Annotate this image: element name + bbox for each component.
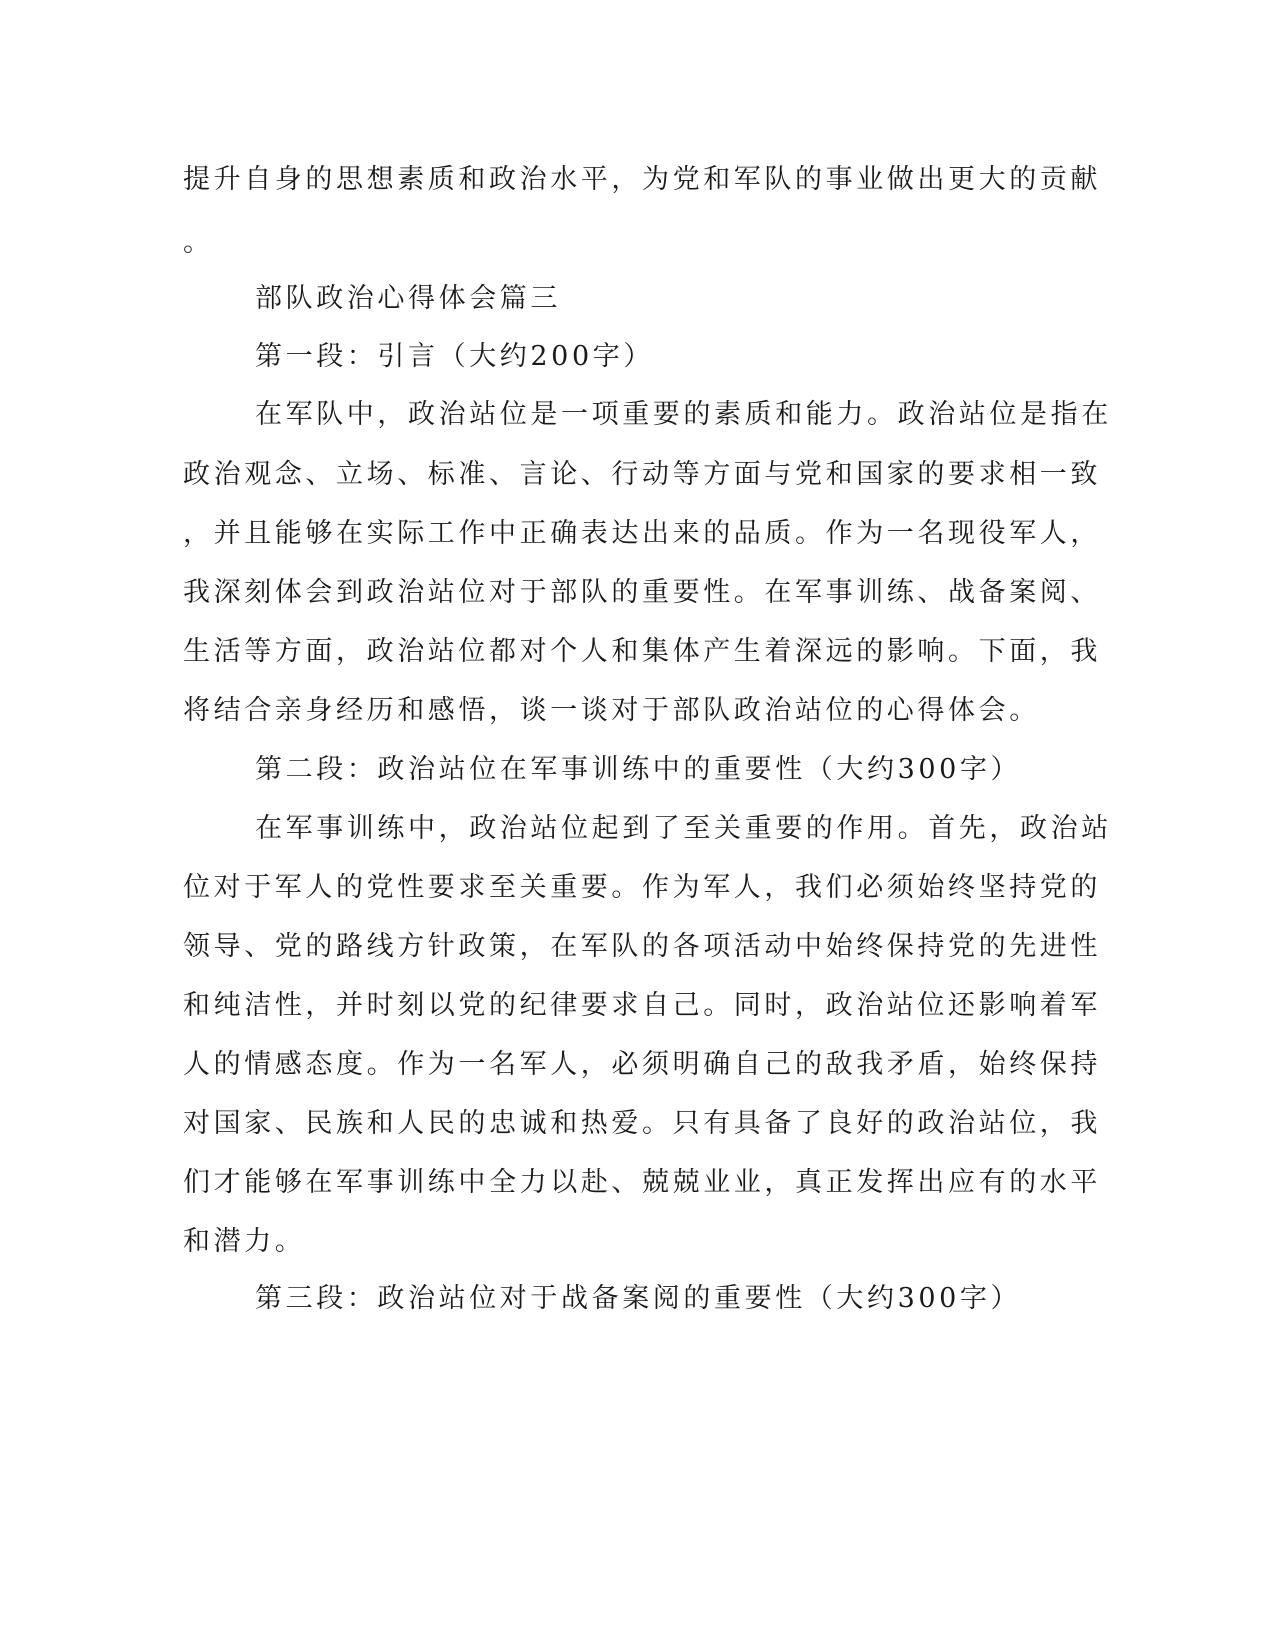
- text-line: ，并且能够在实际工作中正确表达出来的品质。作为一名现役军人，: [183, 518, 1101, 549]
- section-title: 部队政治心得体会篇三: [255, 283, 561, 314]
- text-line: 们才能够在军事训练中全力以赴、兢兢业业，真正发挥出应有的水平: [183, 1167, 1101, 1198]
- text-line: 对国家、民族和人民的忠诚和热爱。只有具备了良好的政治站位，我: [183, 1108, 1101, 1139]
- text-line: 人的情感态度。作为一名军人，必须明确自己的敌我矛盾，始终保持: [183, 1049, 1101, 1080]
- paragraph-heading: 第一段：引言（大约200字）: [255, 341, 654, 372]
- text-line: 政治观念、立场、标准、言论、行动等方面与党和国家的要求相一致: [183, 459, 1101, 490]
- paragraph-heading: 第二段：政治站位在军事训练中的重要性（大约300字）: [255, 754, 1022, 785]
- text-line: 位对于军人的党性要求至关重要。作为军人，我们必须始终坚持党的: [183, 872, 1101, 903]
- text-line: 生活等方面，政治站位都对个人和集体产生着深远的影响。下面，我: [183, 636, 1101, 667]
- text-line: 在军队中，政治站位是一项重要的素质和能力。政治站位是指在: [255, 399, 1112, 430]
- text-line: 在军事训练中，政治站位起到了至关重要的作用。首先，政治站: [255, 813, 1112, 844]
- text-line: 将结合亲身经历和感悟，谈一谈对于部队政治站位的心得体会。: [183, 695, 1040, 726]
- text-line: 。: [183, 227, 214, 258]
- text-line: 和潜力。: [183, 1226, 306, 1257]
- text-line: 我深刻体会到政治站位对于部队的重要性。在军事训练、战备案阅、: [183, 577, 1101, 608]
- text-line: 领导、党的路线方针政策，在军队的各项活动中始终保持党的先进性: [183, 931, 1101, 962]
- text-line: 提升自身的思想素质和政治水平，为党和军队的事业做出更大的贡献: [183, 164, 1101, 195]
- text-line: 和纯洁性，并时刻以党的纪律要求自己。同时，政治站位还影响着军: [183, 990, 1101, 1021]
- paragraph-heading: 第三段：政治站位对于战备案阅的重要性（大约300字）: [255, 1283, 1022, 1314]
